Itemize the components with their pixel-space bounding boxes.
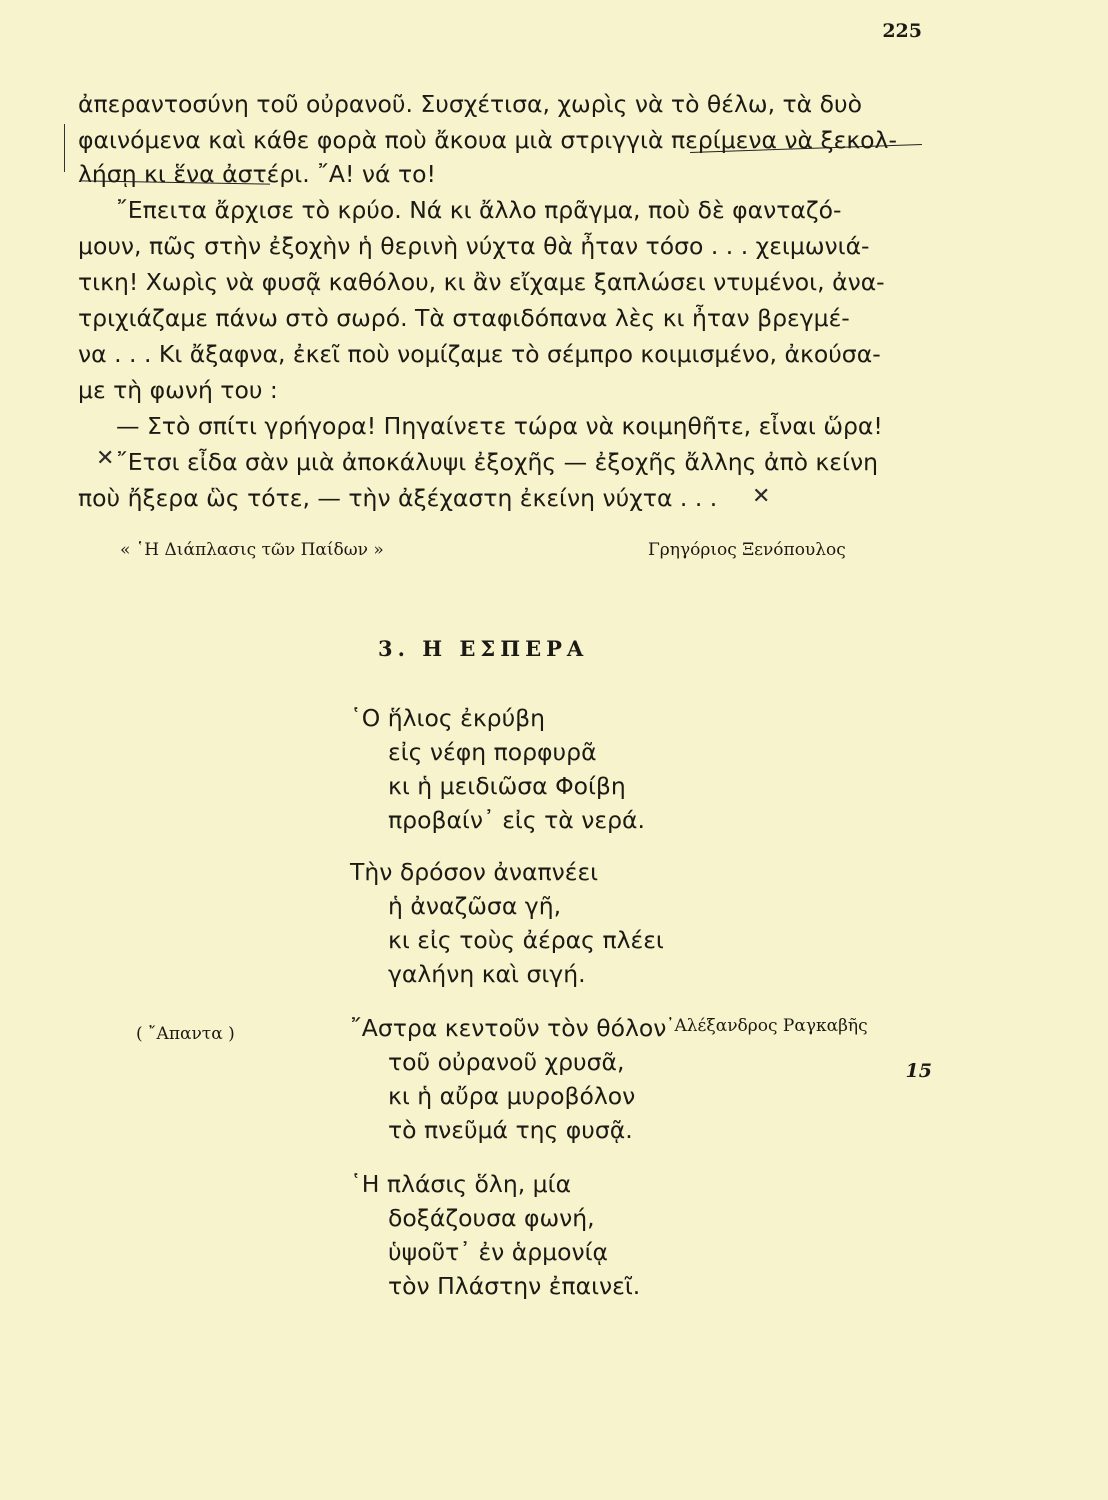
prose-line: ἀπεραντοσύνη τοῦ οὐρανοῦ. Συσχέτισα, χωρὶς νὰ τὸ θέλω, τὰ δυὸ [78, 90, 862, 118]
margin-pencil-line [64, 124, 65, 172]
prose-line: μουν, πῶς στὴν ἐξοχὴν ἡ θερινὴ νύχτα θὰ ἦταν τόσο . . . χειμωνιά- [78, 232, 870, 260]
poem-verse: κι ἡ αὔρα μυροβόλον [388, 1082, 636, 1110]
author-name: ᾽Αλέξανδρος Ραγκαβῆς [666, 1016, 868, 1036]
prose-line: τριχιάζαμε πάνω στὸ σωρό. Τὰ σταφιδόπανα λὲς κι ἦταν βρεγμέ- [78, 304, 850, 332]
author-name: Γρηγόριος Ξενόπουλος [648, 540, 846, 560]
pencil-cross-mark: ✕ [752, 484, 771, 509]
poem-verse: τὸ πνεῦμά της φυσᾷ. [388, 1116, 633, 1144]
poem-verse: ὑψοῦτ᾽ ἐν ἁρμονίᾳ [388, 1238, 609, 1266]
poem-verse: ἡ ἀναζῶσα γῆ, [388, 892, 562, 920]
poem-verse: εἰς νέφη πορφυρᾶ [388, 738, 597, 766]
signature-number: 15 [905, 1060, 932, 1082]
poem-title: 3. Η ΕΣΠΕΡΑ [378, 636, 589, 661]
poem-verse: γαλήνη καὶ σιγή. [388, 960, 586, 988]
poem-verse: κι εἰς τοὺς ἀέρας πλέει [388, 926, 664, 954]
poem-verse: τοῦ οὐρανοῦ χρυσᾶ, [388, 1048, 625, 1076]
prose-line: με τὴ φωνή του : [78, 376, 278, 404]
prose-line: τικη! Χωρὶς νὰ φυσᾷ καθόλου, κι ἂν εἴχαμε ξαπλώσει ντυμένοι, ἀνα- [78, 268, 885, 296]
pencil-cross-mark: ✕ [96, 446, 115, 471]
prose-line: ῎Ετσι εἶδα σὰν μιὰ ἀποκάλυψι ἐξοχῆς — ἐξοχῆς ἄλλης ἀπὸ κείνη [116, 448, 878, 476]
prose-line: φαινόμενα καὶ κάθε φορὰ ποὺ ἄκουα μιὰ στριγγιὰ περίμενα νὰ ξεκολ- [78, 126, 897, 154]
poem-verse: ῾Ο ἥλιος ἐκρύβη [350, 704, 546, 732]
prose-line: να . . . Κι ἄξαφνα, ἐκεῖ ποὺ νομίζαμε τὸ σέμπρο κοιμισμένο, ἀκούσα- [78, 340, 881, 368]
poem-verse: ῎Αστρα κεντοῦν τὸν θόλον [350, 1014, 667, 1042]
source-citation: ( ῎Απαντα ) [136, 1024, 235, 1044]
page-number: 225 [882, 20, 922, 42]
poem-verse: τὸν Πλάστην ἐπαινεῖ. [388, 1272, 641, 1300]
poem-verse: δοξάζουσα φωνή, [388, 1204, 595, 1232]
poem-verse: προβαίν᾽ εἰς τὰ νερά. [388, 806, 645, 834]
poem-verse: κι ἡ μειδιῶσα Φοίβη [388, 772, 626, 800]
poem-verse: Τὴν δρόσον ἀναπνέει [350, 858, 599, 886]
prose-line: ποὺ ἤξερα ὣς τότε, — τὴν ἀξέχαστη ἐκείνη νύχτα . . . [78, 484, 718, 512]
prose-line: ῎Επειτα ἄρχισε τὸ κρύο. Νά κι ἄλλο πρᾶγμα, ποὺ δὲ φανταζό- [116, 196, 842, 224]
source-citation: « ῾Η Διάπλασις τῶν Παίδων » [120, 540, 384, 560]
poem-verse: ῾Η πλάσις ὅλη, μία [350, 1170, 572, 1198]
prose-line: λήσῃ κι ἕνα ἀστέρι. ῎Α! νά το! [78, 160, 436, 188]
prose-line: — Στὸ σπίτι γρήγορα! Πηγαίνετε τώρα νὰ κοιμηθῆτε, εἶναι ὥρα! [116, 412, 883, 440]
